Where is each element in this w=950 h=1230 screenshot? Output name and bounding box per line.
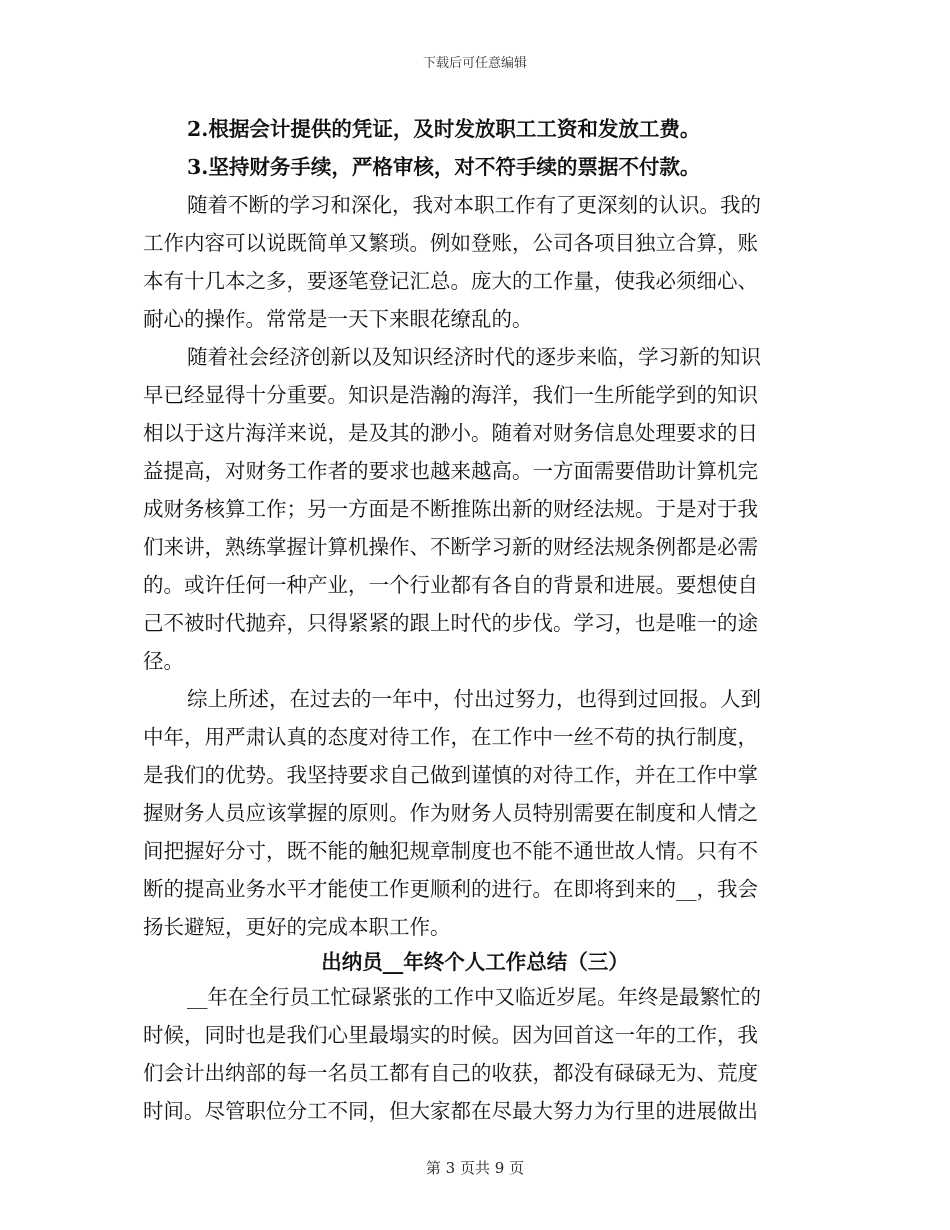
paragraph-line: 是我们的优势。我坚持要求自己做到谨慎的对待工作，并在工作中掌 xyxy=(143,763,758,787)
section-title: 出纳员__年终个人工作总结（三） xyxy=(321,950,629,974)
paragraph-line: 本有十几本之多，要逐笔登记汇总。庞大的工作量，使我必须细心、 xyxy=(143,269,758,293)
paragraph-line: 随着不断的学习和深化，我对本职工作有了更深刻的认识。我的 xyxy=(187,193,761,217)
paragraph-line: 时间。尽管职位分工不同，但大家都在尽最大努力为行里的进展做出 xyxy=(143,1099,758,1123)
document-body xyxy=(143,110,807,1130)
paragraph-line: 成财务核算工作；另一方面是不断推陈出新的财经法规。于是对于我 xyxy=(143,497,758,521)
paragraph-line: 们来讲，熟练掌握计算机操作、不断学习新的财经法规条例都是必需 xyxy=(143,535,758,559)
paragraph-line: 间把握好分寸，既不能的触犯规章制度也不能不通世故人情。只有不 xyxy=(143,839,758,863)
paragraph-line: 径。 xyxy=(143,649,184,673)
paragraph-line: 的。或许任何一种产业，一个行业都有各自的背景和进展。要想使自 xyxy=(143,573,758,597)
paragraph-line: 综上所述，在过去的一年中，付出过努力，也得到过回报。人到 xyxy=(187,687,761,711)
paragraph-line: 工作内容可以说既简单又繁琐。例如登账，公司各项目独立合算，账 xyxy=(143,231,758,255)
list-item: 3.坚持财务手续，严格审核，对不符手续的票据不付款。 xyxy=(187,155,701,179)
paragraph-line: 中年，用严肃认真的态度对待工作，在工作中一丝不苟的执行制度， xyxy=(143,725,758,749)
paragraph-line: 随着社会经济创新以及知识经济时代的逐步来临，学习新的知识 xyxy=(187,345,761,369)
paragraph-line: 断的提高业务水平才能使工作更顺利的进行。在即将到来的__，我会 xyxy=(143,877,758,901)
paragraph-line: __年在全行员工忙碌紧张的工作中又临近岁尾。年终是最繁忙的 xyxy=(187,985,761,1009)
paragraph-line: 握财务人员应该掌握的原则。作为财务人员特别需要在制度和人情之 xyxy=(143,801,758,825)
paragraph-line: 早已经显得十分重要。知识是浩瀚的海洋，我们一生所能学到的知识 xyxy=(143,383,758,407)
paragraph-line: 时候，同时也是我们心里最塌实的时候。因为回首这一年的工作，我 xyxy=(143,1023,758,1047)
page-footer: 第 3 页共 9 页 xyxy=(425,1159,525,1177)
page-header: 下载后可任意编辑 xyxy=(422,56,527,71)
paragraph-line: 相以于这片海洋来说，是及其的渺小。随着对财务信息处理要求的日 xyxy=(143,421,758,445)
paragraph-line: 己不被时代抛弃，只得紧紧的跟上时代的步伐。学习，也是唯一的途 xyxy=(143,611,758,635)
list-item: 2.根据会计提供的凭证，及时发放职工工资和发放工费。 xyxy=(187,117,701,141)
paragraph-line: 益提高，对财务工作者的要求也越来越高。一方面需要借助计算机完 xyxy=(143,459,758,483)
paragraph-line: 耐心的操作。常常是一天下来眼花缭乱的。 xyxy=(143,307,533,331)
paragraph-line: 们会计出纳部的每一名员工都有自己的收获，都没有碌碌无为、荒度 xyxy=(143,1061,758,1085)
paragraph-line: 扬长避短，更好的完成本职工作。 xyxy=(143,915,451,939)
